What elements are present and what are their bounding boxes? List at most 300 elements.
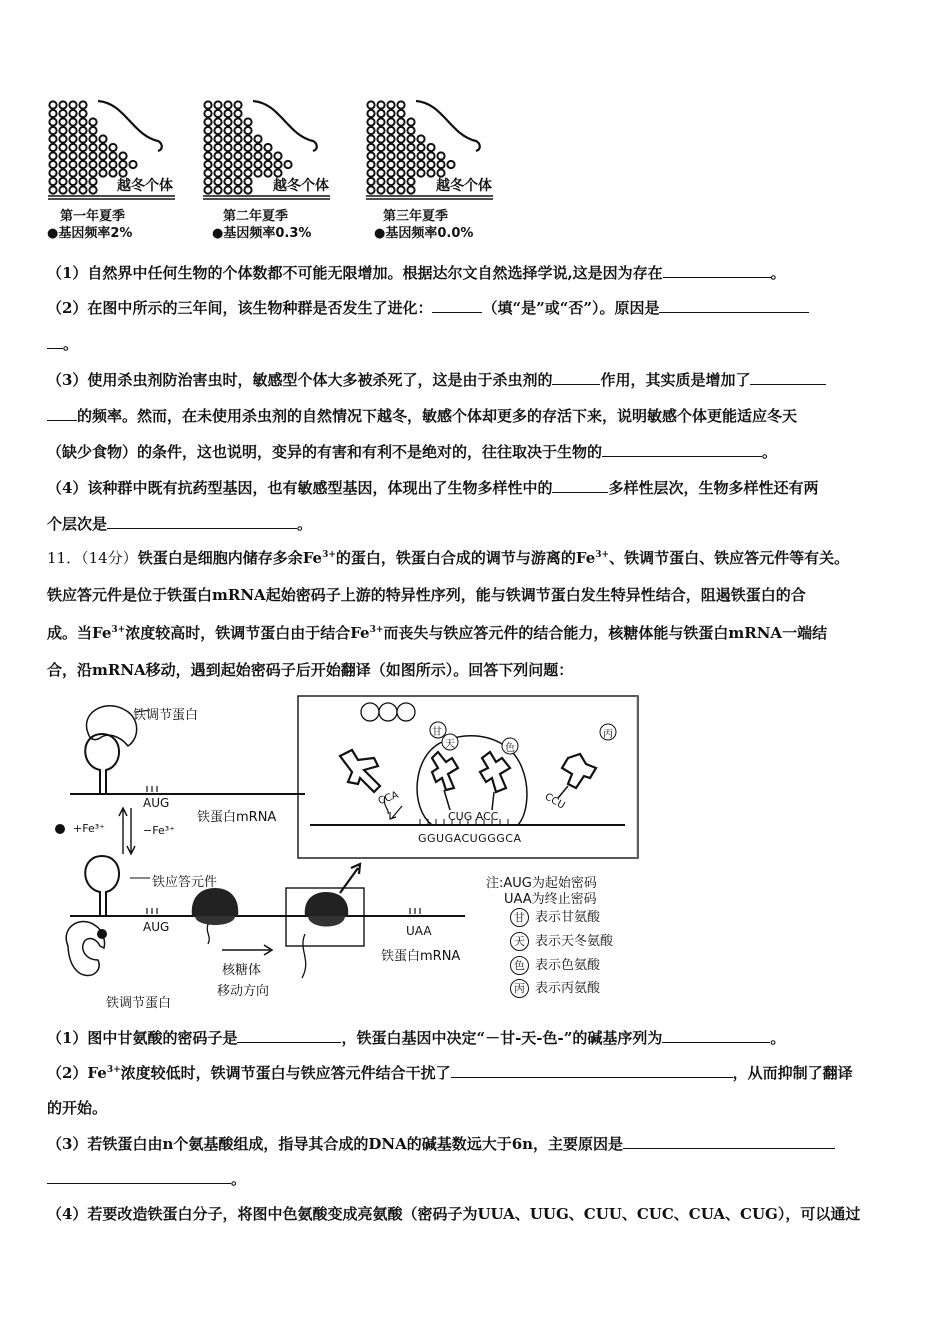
- legend-symbol: 色: [510, 956, 529, 975]
- q11-line3a: 成。当Fe: [47, 624, 112, 642]
- freq-text-1: 基因频率2%: [58, 226, 133, 241]
- q10-p4c: 个层次是: [47, 515, 108, 533]
- population-dot: [377, 118, 384, 125]
- population-dot: [264, 169, 271, 176]
- q11-a2c: ，从而抑制了翻译: [732, 1064, 853, 1082]
- q11-line2: 铁应答元件是位于铁蛋白mRNA起始密码子上游的特异性序列，能与铁调节蛋白发生特异性结合，阻遏铁蛋白的合: [47, 586, 806, 604]
- population-dot: [387, 135, 394, 142]
- bullet-dot: ●: [47, 226, 59, 241]
- population-dot: [437, 161, 444, 168]
- answer-blank[interactable]: [552, 369, 600, 385]
- q10-part2-cont: [47, 333, 907, 354]
- q11-part4: [47, 1204, 907, 1224]
- population-dot: [89, 178, 96, 185]
- population-dot: [234, 169, 241, 176]
- q10-p4a: （4）该种群中既有抗药型基因，也有敏感型基因，体现出了生物多样性中的: [47, 479, 553, 497]
- q11-a3-end: 。: [231, 1170, 247, 1188]
- population-dot: [244, 161, 251, 168]
- population-dot: [214, 178, 221, 185]
- population-dot: [69, 169, 76, 176]
- population-dot: [119, 161, 126, 168]
- population-dot: [367, 101, 374, 108]
- population-dot: [367, 110, 374, 117]
- q10-part4: [47, 477, 907, 498]
- population-dot: [254, 144, 261, 151]
- population-dot: [234, 152, 241, 159]
- population-dot: [387, 110, 394, 117]
- population-dot: [214, 186, 221, 193]
- population-dot: [387, 118, 394, 125]
- population-dot: [79, 178, 86, 185]
- legend-row-2: [510, 930, 613, 951]
- population-dot: [79, 101, 86, 108]
- q11-part2: [47, 1062, 907, 1083]
- population-dot: [204, 118, 211, 125]
- population-dot: [204, 161, 211, 168]
- legend-text: 表示色氨酸: [535, 958, 601, 973]
- population-dot: [367, 178, 374, 185]
- population-dot: [387, 178, 394, 185]
- population-dot: [234, 161, 241, 168]
- population-dot: [274, 152, 281, 159]
- population-dot: [204, 152, 211, 159]
- population-dot: [407, 144, 414, 151]
- population-dot: [59, 178, 66, 185]
- population-dot: [387, 144, 394, 151]
- population-dot: [214, 152, 221, 159]
- population-dot: [397, 186, 404, 193]
- population-dot: [49, 144, 56, 151]
- population-dot: [407, 169, 414, 176]
- population-dot: [417, 169, 424, 176]
- q10-part4-line2: [47, 513, 907, 534]
- population-dot: [59, 161, 66, 168]
- superscript: 3+: [322, 550, 336, 560]
- population-dot: [234, 118, 241, 125]
- population-dot: [397, 161, 404, 168]
- population-dot: [214, 118, 221, 125]
- population-dot: [224, 178, 231, 185]
- superscript: 3+: [369, 625, 384, 635]
- population-dot: [89, 135, 96, 142]
- population-dot: [214, 127, 221, 134]
- q10-p2-end: 。: [63, 335, 79, 353]
- trna-symbol-se: 色: [505, 743, 515, 754]
- population-dot: [204, 186, 211, 193]
- population-dot: [79, 144, 86, 151]
- q10-p2-mid: （填“是”或“否”）。原因是: [482, 299, 660, 317]
- population-dot: [224, 144, 231, 151]
- population-dot: [407, 178, 414, 185]
- q11-intro1: 铁蛋白是细胞内储存多余Fe: [137, 549, 323, 567]
- q10-part2: [47, 297, 907, 318]
- population-dot: [417, 152, 424, 159]
- population-dot: [244, 118, 251, 125]
- population-dot: [204, 144, 211, 151]
- q11-part2-cont: [47, 1098, 907, 1118]
- population-dot: [69, 144, 76, 151]
- population-dot: [59, 110, 66, 117]
- q11-intro2: 的蛋白，铁蛋白合成的调节与游离的Fe: [335, 549, 596, 567]
- population-dot: [377, 127, 384, 134]
- population-dot: [397, 118, 404, 125]
- population-dot: [377, 161, 384, 168]
- q10-p2-text: （2）在图中所示的三年间，该生物种群是否发生了进化：: [47, 299, 433, 317]
- legend-text: 表示丙氨酸: [535, 981, 601, 996]
- population-dot: [244, 144, 251, 151]
- population-dot: [397, 135, 404, 142]
- superscript: 3+: [595, 550, 610, 560]
- aug-bottom-label: AUG: [143, 920, 170, 934]
- population-dot: [224, 101, 231, 108]
- population-dot: [244, 135, 251, 142]
- legend-text: 表示天冬氨酸: [535, 934, 614, 949]
- population-dot: [244, 169, 251, 176]
- population-dot: [367, 144, 374, 151]
- population-dot: [89, 127, 96, 134]
- population-dot: [417, 135, 424, 142]
- q11-intro-line4: [47, 660, 907, 680]
- q11-a2a: （2）Fe: [47, 1064, 107, 1082]
- population-dot: [387, 127, 394, 134]
- anticodon-label-3: CCU: [542, 791, 567, 812]
- q10-p4b: 多样性层次，生物多样性还有两: [608, 479, 819, 497]
- population-dot: [224, 161, 231, 168]
- population-dot: [224, 186, 231, 193]
- legend-row-4: [510, 977, 600, 998]
- q10-part3-line2: [47, 405, 907, 426]
- season-label-2: 第二年夏季: [223, 209, 289, 224]
- q11-number: 11．: [47, 549, 82, 567]
- population-dot: [254, 135, 261, 142]
- population-dot: [49, 178, 56, 185]
- population-dot: [49, 169, 56, 176]
- population-dot: [89, 169, 96, 176]
- q10-p3b: 作用，其实质是增加了: [600, 371, 751, 389]
- note-line-1: 注:AUG为起始密码: [486, 876, 597, 891]
- population-dot: [204, 135, 211, 142]
- q10-p3d: （缺少食物）的条件，这也说明，变异的有害和有利不是绝对的，往往取决于生物的: [47, 443, 603, 461]
- aug-top-label: AUG: [143, 796, 170, 810]
- bullet-dot: ●: [212, 226, 224, 241]
- population-dot: [224, 110, 231, 117]
- population-dot: [49, 135, 56, 142]
- answer-blank[interactable]: [552, 477, 608, 493]
- irp-protein-bottom: [66, 922, 107, 976]
- population-dot: [59, 169, 66, 176]
- answer-blank[interactable]: [602, 441, 762, 457]
- anticodon-label-2: CUG ACC: [448, 810, 499, 823]
- population-dot: [89, 118, 96, 125]
- q10-part1: [47, 262, 907, 283]
- population-dot: [204, 169, 211, 176]
- q11-line3c: 而丧失与铁应答元件的结合能力，核糖体能与铁蛋白mRNA一端结: [383, 624, 828, 642]
- irp-protein-top: [86, 706, 136, 746]
- season-label-3: 第三年夏季: [383, 209, 449, 224]
- population-dot: [69, 110, 76, 117]
- population-dot: [387, 169, 394, 176]
- q10-p3-end: 。: [762, 443, 778, 461]
- population-dot: [234, 186, 241, 193]
- population-dot: [407, 152, 414, 159]
- population-dot: [387, 161, 394, 168]
- population-dot: [69, 186, 76, 193]
- population-dot: [69, 161, 76, 168]
- answer-blank[interactable]: [237, 1027, 341, 1043]
- answer-blank[interactable]: [750, 369, 826, 385]
- population-dot: [367, 169, 374, 176]
- population-dot: [49, 118, 56, 125]
- population-dot: [49, 161, 56, 168]
- ire-label: 铁应答元件: [152, 875, 218, 890]
- population-dot: [427, 144, 434, 151]
- population-dot: [49, 110, 56, 117]
- legend-row-3: [510, 954, 600, 975]
- population-dot: [99, 161, 106, 168]
- population-dot: [129, 161, 136, 168]
- population-dot: [109, 169, 116, 176]
- population-dot: [49, 101, 56, 108]
- q10-p1-text: （1）自然界中任何生物的个体数都不可能无限增加。根据达尔文自然选择学说,这是因为存在: [47, 264, 663, 282]
- population-dot: [447, 161, 454, 168]
- superscript: 3+: [106, 1065, 121, 1075]
- answer-blank[interactable]: [451, 1062, 733, 1078]
- freq-label-2: [212, 222, 311, 241]
- q11-line4: 合，沿mRNA移动，遇到起始密码子后开始翻译（如图所示）。回答下列问题：: [47, 661, 574, 679]
- population-dot: [397, 178, 404, 185]
- ribosome-direction-label2: 移动方向: [217, 984, 270, 999]
- population-dot: [264, 144, 271, 151]
- population-dot: [234, 144, 241, 151]
- population-dot: [397, 101, 404, 108]
- mrna-sequence-label: GGUGACUGGGCA: [418, 832, 522, 845]
- population-dot: [79, 152, 86, 159]
- population-dot: [59, 127, 66, 134]
- population-dot: [377, 101, 384, 108]
- answer-blank[interactable]: [47, 1168, 231, 1184]
- population-dot: [387, 101, 394, 108]
- population-dot: [437, 152, 444, 159]
- population-dot: [214, 161, 221, 168]
- answer-blank[interactable]: [623, 1133, 835, 1149]
- population-dot: [59, 152, 66, 159]
- overwinter-label-2: 越冬个体: [273, 178, 329, 194]
- q11-a1-end: 。: [770, 1029, 786, 1047]
- superscript: 3+: [111, 625, 126, 635]
- hairpin-top: [85, 734, 119, 794]
- irp-label-bottom: 铁调节蛋白: [106, 996, 172, 1011]
- ribosome-direction-label1: 核糖体: [222, 963, 262, 978]
- population-dot: [59, 186, 66, 193]
- q10-part3: [47, 369, 907, 390]
- population-dot: [109, 144, 116, 151]
- legend-row-1: [510, 906, 600, 927]
- population-dot: [387, 152, 394, 159]
- trna-symbol-bing: 丙: [603, 729, 613, 740]
- population-dot: [89, 186, 96, 193]
- population-dot: [224, 118, 231, 125]
- population-dot: [377, 178, 384, 185]
- irp-label-top: 铁调节蛋白: [133, 708, 199, 723]
- population-dot: [204, 101, 211, 108]
- population-dot: [367, 186, 374, 193]
- population-dot: [59, 135, 66, 142]
- population-dot: [49, 127, 56, 134]
- population-dot: [69, 127, 76, 134]
- population-dot: [427, 161, 434, 168]
- population-dot: [367, 118, 374, 125]
- answer-blank[interactable]: [47, 405, 77, 421]
- population-dot: [367, 152, 374, 159]
- population-dot: [89, 161, 96, 168]
- population-dot: [284, 161, 291, 168]
- answer-blank[interactable]: [663, 262, 771, 278]
- population-dot: [244, 152, 251, 159]
- population-dot: [427, 152, 434, 159]
- answer-blank[interactable]: [659, 297, 809, 313]
- freq-text-2: 基因频率0.3%: [223, 226, 312, 241]
- population-dot: [59, 144, 66, 151]
- population-dot: [234, 101, 241, 108]
- population-dot: [407, 186, 414, 193]
- overwinter-label-3: 越冬个体: [436, 178, 492, 194]
- population-dot: [397, 110, 404, 117]
- population-dot: [254, 152, 261, 159]
- population-dot: [79, 169, 86, 176]
- population-dot: [99, 169, 106, 176]
- population-dot: [377, 135, 384, 142]
- population-dot: [79, 186, 86, 193]
- population-dot: [79, 135, 86, 142]
- population-dot: [397, 169, 404, 176]
- population-dot: [274, 161, 281, 168]
- population-dot: [99, 152, 106, 159]
- population-dot: [89, 152, 96, 159]
- population-dot: [264, 161, 271, 168]
- population-dot: [264, 152, 271, 159]
- population-dot: [367, 161, 374, 168]
- population-dot: [377, 186, 384, 193]
- population-dot: [224, 127, 231, 134]
- population-dot: [417, 161, 424, 168]
- population-dot: [89, 144, 96, 151]
- answer-blank[interactable]: [432, 297, 482, 313]
- population-dot: [367, 127, 374, 134]
- population-dot: [234, 127, 241, 134]
- q11-line3b: 浓度较高时，铁调节蛋白由于结合Fe: [125, 624, 370, 642]
- population-dot: [224, 169, 231, 176]
- population-dot: [59, 101, 66, 108]
- fe-dot: [55, 824, 65, 834]
- answer-blank[interactable]: [662, 1027, 770, 1043]
- population-dot: [49, 152, 56, 159]
- population-dot: [59, 118, 66, 125]
- population-dot: [204, 178, 211, 185]
- fe-down-arrow: [127, 808, 135, 854]
- answer-blank[interactable]: [47, 333, 63, 349]
- q11-a1a: （1）图中甘氨酸的密码子是: [47, 1029, 238, 1047]
- population-dot: [109, 152, 116, 159]
- population-dot: [69, 152, 76, 159]
- population-dot: [244, 178, 251, 185]
- population-dot: [204, 110, 211, 117]
- fe-up-arrow: [119, 808, 127, 854]
- population-dot: [244, 186, 251, 193]
- q11-a2b: 浓度较低时，铁调节蛋白与铁应答元件结合干扰了: [120, 1064, 451, 1082]
- population-dot: [99, 144, 106, 151]
- population-dot: [79, 127, 86, 134]
- q11-intro-line2: [47, 585, 907, 605]
- q11-a4: （4）若要改造铁蛋白分子，将图中色氨酸变成亮氨酸（密码子为UUA、UUG、CUU、CUC、CUA、CUG），可以通过: [47, 1205, 861, 1223]
- q11-a3a: （3）若铁蛋白由n个氨基酸组成，指导其合成的DNA的碱基数远大于6n，主要原因是: [47, 1135, 624, 1153]
- population-dot: [377, 169, 384, 176]
- q11-part1: [47, 1027, 907, 1048]
- population-dot: [204, 127, 211, 134]
- q11-part3-cont: [47, 1168, 907, 1189]
- population-dot: [69, 178, 76, 185]
- population-dot: [397, 152, 404, 159]
- hairpin-bottom: [85, 856, 119, 916]
- overwinter-label-1: 越冬个体: [117, 178, 173, 194]
- legend-symbol: 丙: [510, 979, 529, 998]
- plus-fe-label: +Fe³⁺: [73, 822, 105, 835]
- population-dot: [397, 127, 404, 134]
- trna-symbol-tian: 天: [445, 739, 455, 750]
- population-dot: [99, 135, 106, 142]
- ribosome-1: [192, 888, 239, 944]
- anticodon-label-1: CCA: [376, 789, 401, 808]
- q10-p1-end: 。: [770, 264, 786, 282]
- population-dot: [234, 135, 241, 142]
- peptide-chain: [361, 703, 415, 721]
- population-dot: [407, 118, 414, 125]
- legend-symbol: 甘: [510, 908, 529, 927]
- population-dot: [49, 186, 56, 193]
- population-dot: [214, 101, 221, 108]
- population-dot: [69, 118, 76, 125]
- population-dot: [224, 152, 231, 159]
- population-dot: [377, 144, 384, 151]
- legend-symbol: 天: [510, 932, 529, 951]
- ribosome-direction-arrow: [222, 945, 272, 955]
- q11-score: （14分）: [81, 549, 138, 567]
- q11-intro3: 、铁调节蛋白、铁应答元件等有关。: [609, 549, 850, 567]
- uaa-label: UAA: [406, 924, 432, 938]
- population-dot: [254, 169, 261, 176]
- q10-p3a: （3）使用杀虫剂防治害虫时，敏感型个体大多被杀死了，这是由于杀虫剂的: [47, 371, 553, 389]
- legend-text: 表示甘氨酸: [535, 910, 601, 925]
- ribosome-2: [302, 892, 348, 978]
- population-dot: [214, 110, 221, 117]
- population-dot: [427, 169, 434, 176]
- mrna-bottom-label: 铁蛋白mRNA: [381, 949, 461, 964]
- season-label-1: 第一年夏季: [60, 209, 126, 224]
- population-dot: [119, 152, 126, 159]
- q10-p3c: 的频率。然而，在未使用杀虫剂的自然情况下越冬，敏感个体却更多的存活下来，说明敏感个体更能适应冬天: [77, 407, 798, 425]
- population-dot: [367, 135, 374, 142]
- q10-part3-line3: [47, 441, 907, 462]
- population-dot: [69, 135, 76, 142]
- minus-fe-label: −Fe³⁺: [143, 824, 175, 837]
- population-dot: [214, 169, 221, 176]
- population-dot: [234, 178, 241, 185]
- freq-label-3: [374, 222, 473, 241]
- population-dot: [109, 161, 116, 168]
- q11-intro-line3: [47, 623, 907, 643]
- answer-blank[interactable]: [107, 513, 297, 529]
- q11-intro-line1: [47, 548, 907, 568]
- population-dot: [254, 161, 261, 168]
